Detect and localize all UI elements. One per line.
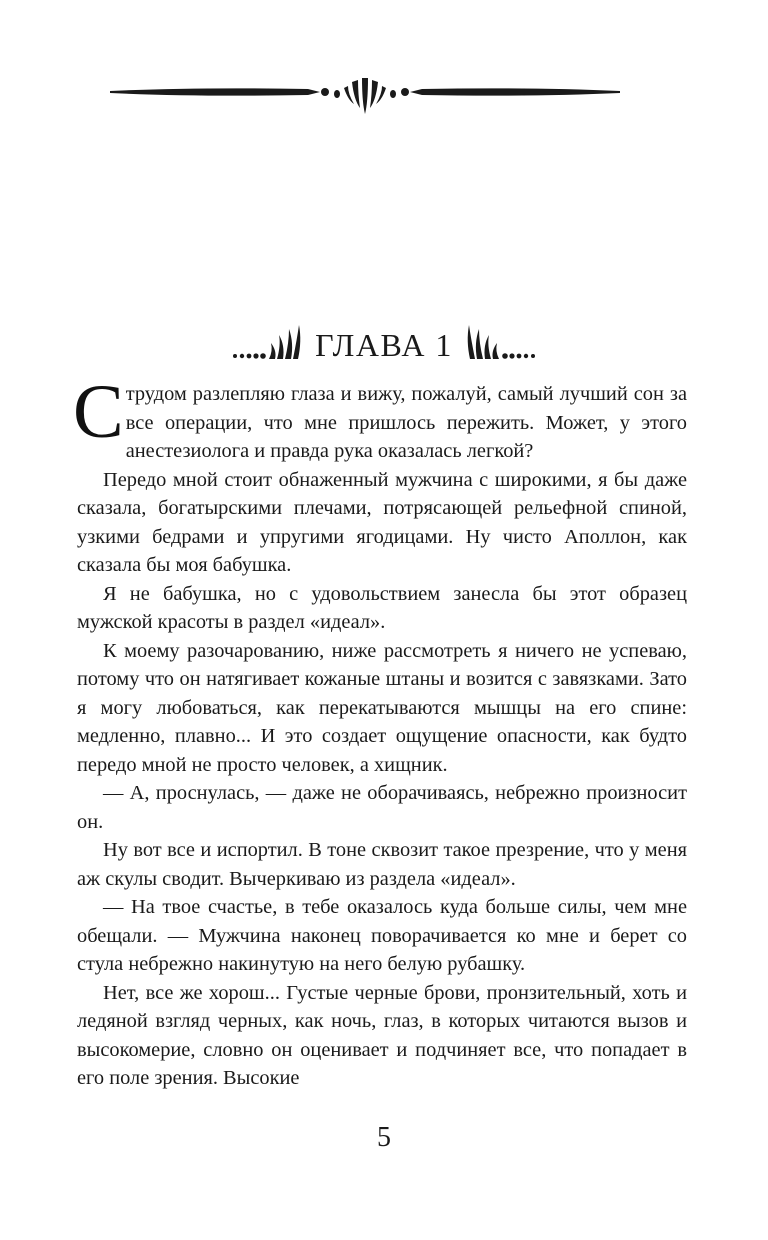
drop-cap: С bbox=[73, 370, 124, 454]
top-ornament-divider bbox=[108, 74, 622, 118]
paragraph-6: Ну вот все и испортил. В тоне сквозит такое презрение, что у меня аж скулы сводит. Вычеркиваю из раздела «идеал». bbox=[77, 839, 687, 890]
paragraph-3: Я не бабушка, но с удовольствием занесла бы этот образец мужской красоты в раздел «идеал». bbox=[77, 582, 687, 633]
chapter-heading bbox=[0, 318, 768, 368]
paragraph-1 bbox=[73, 370, 687, 466]
paragraph-7: — На твое счастье, в тебе оказалось куда больше силы, чем мне обещали. — Мужчина наконец поворачивается ко мне и берет со стула небрежно накинутую на него белую рубашку. bbox=[77, 896, 687, 975]
page-number: 5 bbox=[377, 1122, 391, 1153]
chapter-right-ornament bbox=[465, 323, 537, 363]
paragraph-4: К моему разочарованию, ниже рассмотреть я ничего не успеваю, потому что он натягивает кожаные штаны и возится с завязками. Зато я могу любоваться, как перекатываются мышцы на его спине: медленно, плавно... И это создает ощущение опасности, как будто передо мной не просто человек, а хищник. bbox=[77, 639, 687, 776]
paragraph-2: Передо мной стоит обнаженный мужчина с широкими, я бы даже сказала, богатырскими плечами, потрясающей рельефной спиной, узкими бедрами и упругими ягодицами. Ну чисто Аполлон, как сказала бы моя бабушка. bbox=[77, 468, 687, 576]
chapter-left-ornament bbox=[231, 323, 303, 363]
chapter-text bbox=[73, 370, 687, 1093]
paragraph-8: Нет, все же хорош... Густые черные брови, пронзительный, хоть и ледяной взгляд черных, как ночь, глаз, в которых читаются вызов и высокомерие, словно он оценивает и подчиняет все, что попадает в его поле зрения. Высокие bbox=[77, 981, 687, 1089]
chapter-title: ГЛАВА 1 bbox=[315, 327, 453, 363]
paragraph-1-text: трудом разлепляю глаза и вижу, пожалуй, самый лучший сон за все операции, что мне пришлось пережить. Может, у этого анестезиолога и правда рука оказалась легкой? bbox=[125, 383, 687, 462]
paragraph-5: — А, проснулась, — даже не оборачиваясь, небрежно произносит он. bbox=[77, 782, 687, 833]
